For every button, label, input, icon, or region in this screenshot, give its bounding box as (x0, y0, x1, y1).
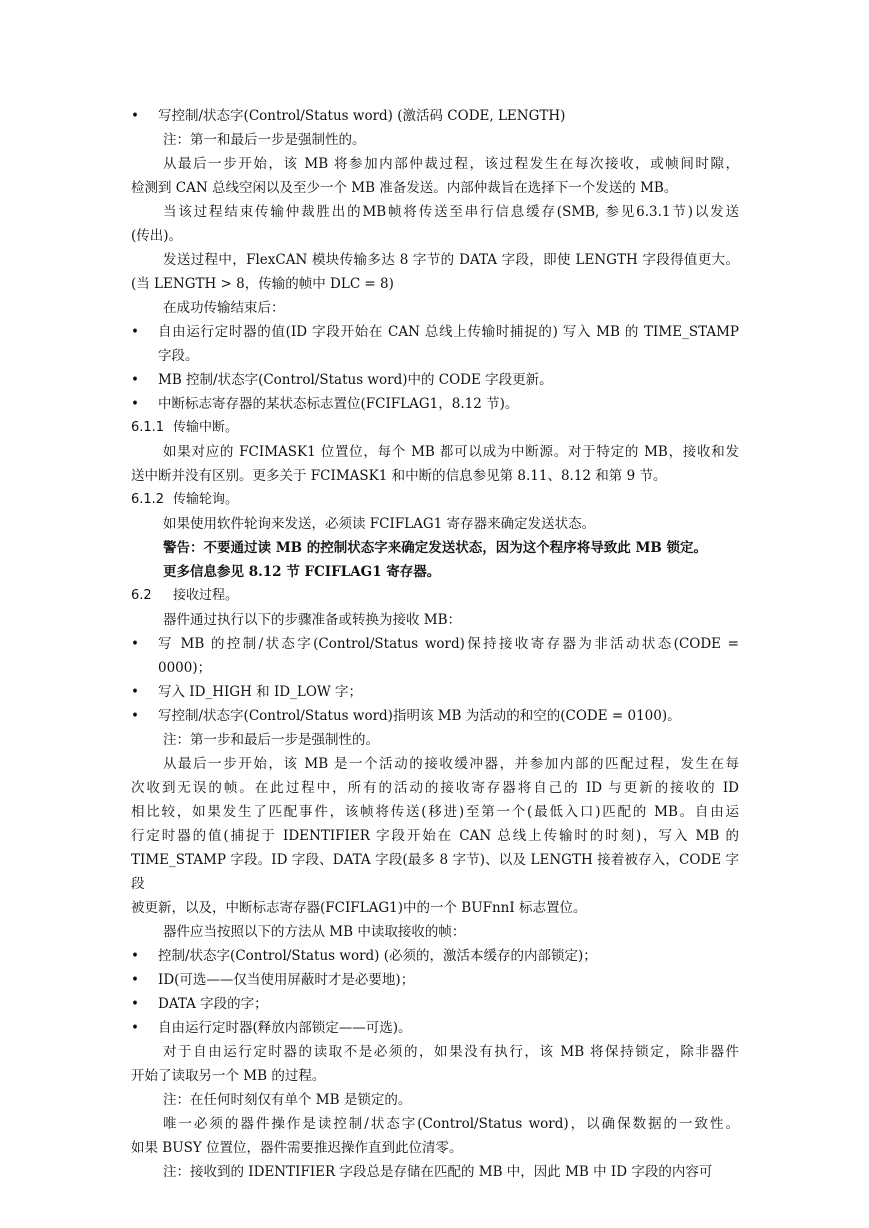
bullet-text: 写控制/状态字(Control/Status word) (激活码 CODE, LENGTH) (158, 108, 566, 124)
bullet-text: 自由运行定时器的值(ID 字段开始在 CAN 总线上传输时捕捉的) 写入 MB 的 TIME_STAMP (158, 324, 739, 340)
section-number: 6.2 (131, 588, 152, 603)
section-heading (131, 416, 739, 440)
bullet-item: • 写控制/状态字(Control/Status word)指明该 MB 为活动的和空的(CODE = 0100)。 (131, 708, 681, 724)
paragraph-line: 检测到 CAN 总线空闲以及至少一个 MB 准备发送。内部仲裁旨在选择下一个发送的 MB。 (131, 180, 678, 196)
paragraph-line: 唯一必须的器件操作是读控制/状态字(Control/Status word)，以确保数据的一致性。 (163, 1116, 739, 1132)
paragraph-line: 如果 BUSY 位置位，器件需要推迟操作直到此位清零。 (131, 1140, 463, 1156)
bullet-text: 写控制/状态字(Control/Status word)指明该 MB 为活动的和空的(CODE = 0100)。 (158, 708, 681, 724)
bullet-item: • 自由运行定时器(释放内部锁定——可选)。 (131, 1020, 412, 1036)
section-title: 传输轮询。 (173, 492, 239, 507)
paragraph-line: 在成功传输结束后： (163, 300, 285, 316)
bullet-item: • 写 MB 的控制/状态字(Control/Status word)保持接收寄存器为非活动状态(CODE = (131, 636, 739, 652)
section-number: 6.1.2 (131, 492, 165, 507)
paragraph-line: 相比较，如果发生了匹配事件，该帧将传送(移进)至第一个(最低入口)匹配的 MB。自由运 (131, 804, 739, 820)
paragraph-line: 开始了读取另一个 MB 的过程。 (131, 1068, 326, 1084)
paragraph-line: (当 LENGTH > 8，传输的帧中 DLC = 8) (131, 276, 394, 292)
section-number: 6.1.1 (131, 420, 165, 435)
note-line: 注：在任何时刻仅有单个 MB 是锁定的。 (163, 1092, 412, 1108)
section-heading (131, 488, 739, 512)
paragraph-line: 注：第一步和最后一步是强制性的。 (163, 732, 379, 748)
bullet-text: DATA 字段的字； (158, 996, 268, 1012)
paragraph-line: 次收到无误的帧。在此过程中，所有的活动的接收寄存器将自己的 ID 与更新的接收的 ID (131, 780, 739, 796)
paragraph-line: 从最后一步开始，该 MB 将参加内部仲裁过程，该过程发生在每次接收，或帧间时隙， (163, 156, 739, 172)
bullet-item: • ID(可选——仅当使用屏蔽时才是必要地)； (131, 972, 415, 988)
bullet-text: MB 控制/状态字(Control/Status word)中的 CODE 字段更新。 (158, 372, 553, 388)
paragraph-line: TIME_STAMP 字段。ID 字段、DATA 字段(最多 8 字节)、以及 LENGTH 接着被存入，CODE 字段 (131, 852, 739, 892)
note-line: 注：接收到的 IDENTIFIER 字段总是存储在匹配的 MB 中，因此 MB 中 ID 字段的内容可 (163, 1164, 713, 1180)
section-title: 接收过程。 (173, 588, 239, 603)
paragraph-line: 对于自由运行定时器的读取不是必须的，如果没有执行，该 MB 将保持锁定，除非器件 (163, 1044, 739, 1060)
warning-line: 警告：不要通过读 MB 的控制状态字来确定发送状态，因为这个程序将导致此 MB 锁定。 (163, 540, 708, 556)
bullet-text: 写 MB 的控制/状态字(Control/Status word)保持接收寄存器为非活动状态(CODE = (158, 636, 739, 652)
bullet-text: 控制/状态字(Control/Status word) (必须的，激活本缓存的内部锁定)； (158, 948, 597, 964)
paragraph-line: 从最后一步开始，该 MB 是一个活动的接收缓冲器，并参加内部的匹配过程，发生在每 (163, 756, 739, 772)
bullet-item: • 写控制/状态字(Control/Status word) (激活码 CODE, LENGTH) (131, 108, 566, 124)
paragraph-line: 当该过程结束传输仲裁胜出的MB帧将传送至串行信息缓存(SMB, 参见6.3.1节)以发送 (163, 204, 739, 220)
bullet-item: • 自由运行定时器的值(ID 字段开始在 CAN 总线上传输时捕捉的) 写入 MB 的 TIME_STAMP (131, 324, 739, 340)
paragraph-line: 器件通过执行以下的步骤准备或转换为接收 MB： (163, 612, 462, 628)
bullet-continuation: 0000)； (158, 660, 212, 676)
section-title: 传输中断。 (173, 420, 239, 435)
paragraph-line: 发送过程中，FlexCAN 模块传输多达 8 字节的 DATA 字段，即使 LENGTH 字段得值更大。 (163, 252, 739, 268)
bullet-item: • DATA 字段的字； (131, 996, 268, 1012)
paragraph-line: 行定时器的值(捕捉于 IDENTIFIER 字段开始在 CAN 总线上传输时的时刻)，写入 MB 的 (131, 828, 739, 844)
bullet-text: 中断标志寄存器的某状态标志置位(FCIFLAG1，8.12 节)。 (158, 396, 519, 412)
bullet-text: 写入 ID_HIGH 和 ID_LOW 字； (158, 684, 363, 700)
paragraph-line: 注：第一和最后一步是强制性的。 (163, 132, 366, 148)
section-heading (131, 584, 739, 608)
paragraph-line: 被更新，以及，中断标志寄存器(FCIFLAG1)中的一个 BUFnnI 标志置位。 (131, 900, 587, 916)
bullet-item: • 写入 ID_HIGH 和 ID_LOW 字； (131, 684, 363, 700)
paragraph-line: 器件应当按照以下的方法从 MB 中读取接收的帧： (163, 924, 466, 940)
paragraph-line: 如果对应的 FCIMASK1 位置位，每个 MB 都可以成为中断源。对于特定的 MB，接收和发 (163, 444, 739, 460)
bullet-text: ID(可选——仅当使用屏蔽时才是必要地)； (158, 972, 415, 988)
bullet-text: 自由运行定时器(释放内部锁定——可选)。 (158, 1020, 412, 1036)
bullet-item: • 控制/状态字(Control/Status word) (必须的，激活本缓存的内部锁定)； (131, 948, 597, 964)
bullet-item: • 中断标志寄存器的某状态标志置位(FCIFLAG1，8.12 节)。 (131, 396, 519, 412)
paragraph-line: 如果使用软件轮询来发送，必须读 FCIFLAG1 寄存器来确定发送状态。 (163, 516, 596, 532)
bullet-item: • MB 控制/状态字(Control/Status word)中的 CODE 字段更新。 (131, 372, 553, 388)
warning-line: 更多信息参见 8.12 节 FCIFLAG1 寄存器。 (163, 564, 441, 580)
paragraph-line: 送中断并没有区别。更多关于 FCIMASK1 和中断的信息参见第 8.11、8.12 和第 9 节。 (131, 468, 667, 484)
paragraph-line: (传出)。 (131, 228, 183, 244)
bullet-continuation: 字段。 (158, 348, 199, 364)
document-body (131, 104, 739, 1184)
